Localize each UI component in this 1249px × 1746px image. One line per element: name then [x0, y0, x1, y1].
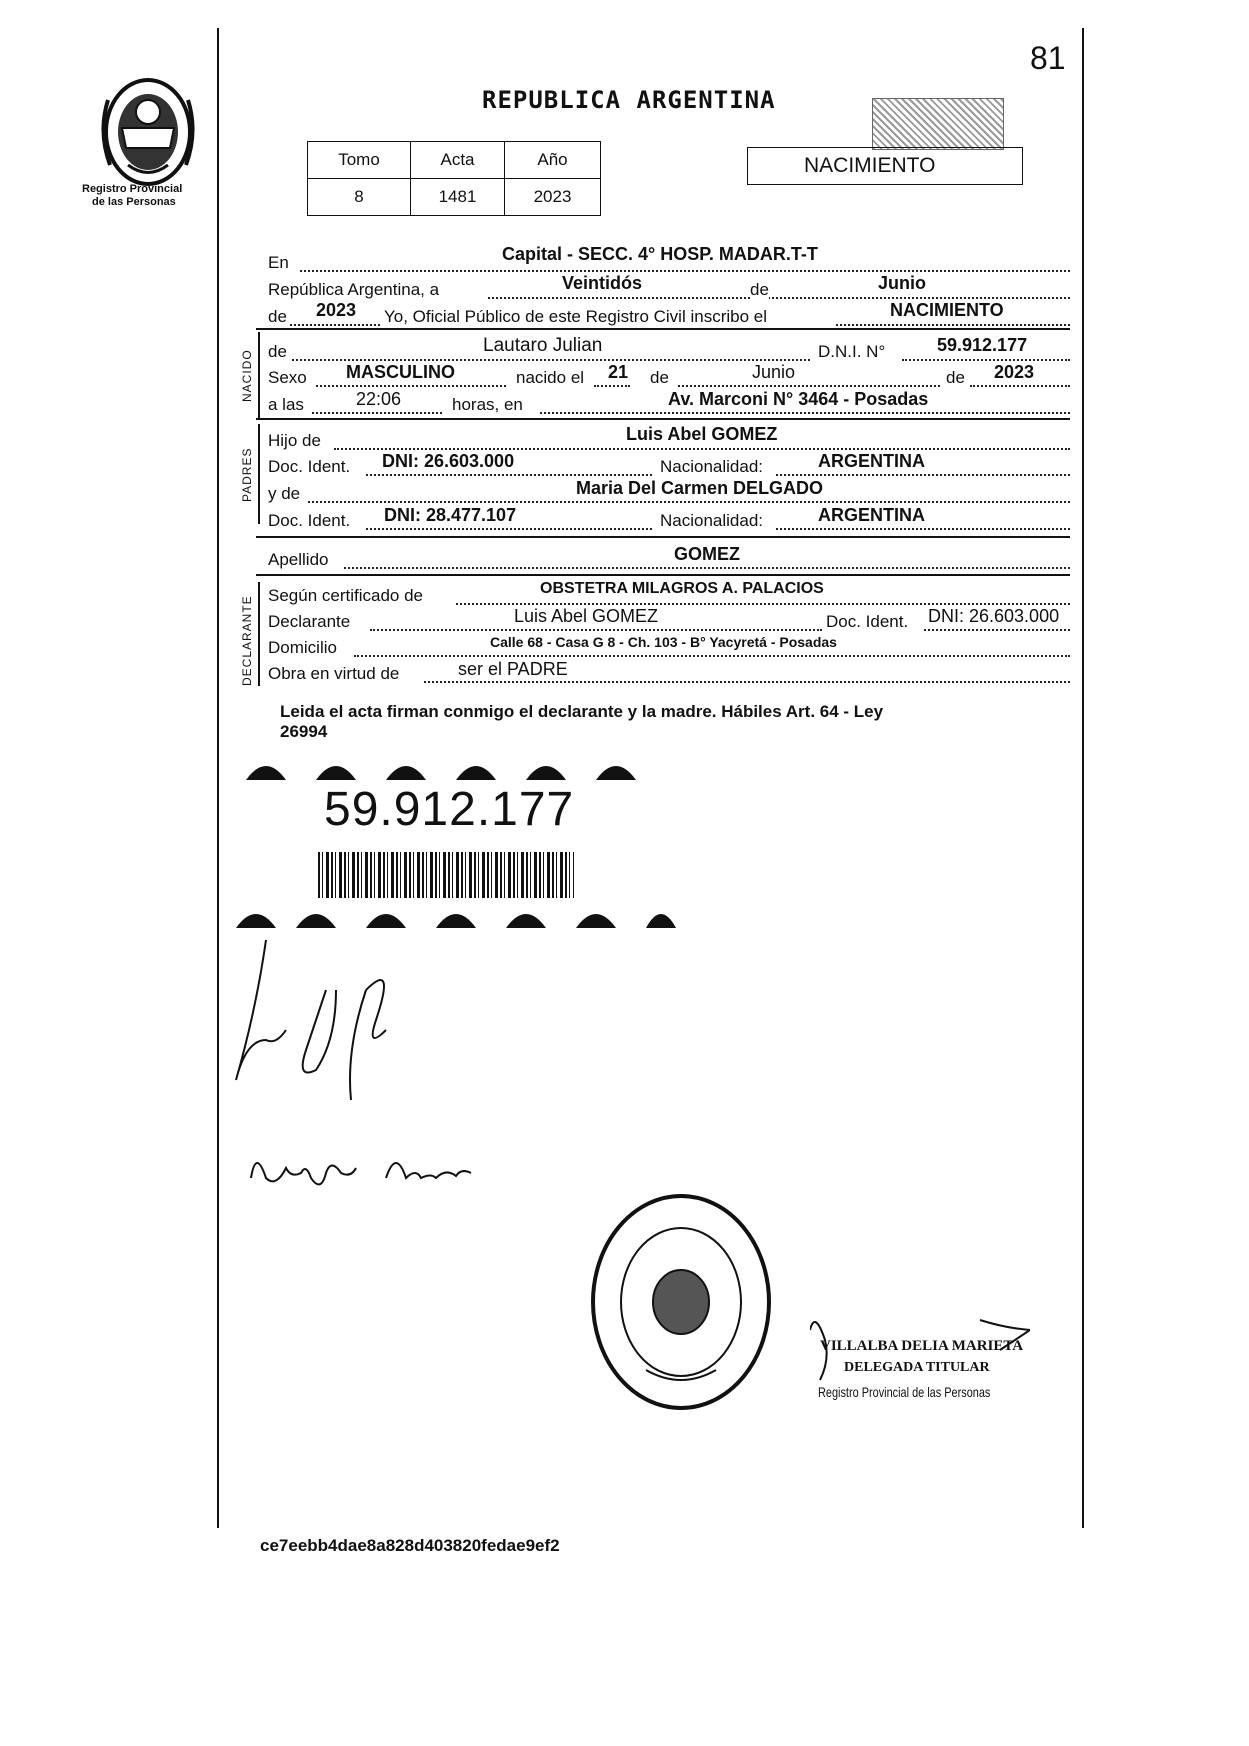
dotted-line [456, 603, 1070, 605]
month-value: Junio [878, 273, 926, 293]
birth-month-value: Junio [752, 362, 796, 382]
cert-label: Según certificado de [268, 586, 423, 605]
birth-day-value: 21 [608, 362, 629, 382]
oficial-text: Yo, Oficial Público de este Registro Civil inscribo el [384, 307, 767, 326]
dom-value: Calle 68 - Casa G 8 - Ch. 103 - B° Yacyretá - Posadas [490, 634, 837, 650]
mother-nac-value: ARGENTINA [818, 505, 925, 525]
dotted-line [334, 448, 1070, 450]
section-divider [256, 418, 1070, 420]
en-value: Capital - SECC. 4° HOSP. MADAR.T-T [502, 244, 818, 264]
child-name-value: Lautaro Julian [483, 335, 603, 356]
dotted-line [836, 324, 1070, 326]
decl-doc-label: Doc. Ident. [826, 612, 909, 631]
mother-doc-label: Doc. Ident. [268, 511, 351, 530]
father-nac-value: ARGENTINA [818, 451, 925, 471]
sexo-label: Sexo [268, 368, 307, 387]
father-value: Luis Abel GOMEZ [626, 424, 778, 444]
official-name: VILLALBA DELIA MARIETA [820, 1338, 1024, 1354]
security-pattern-bottom [236, 898, 682, 930]
left-margin-line [217, 28, 219, 1528]
dotted-line [594, 385, 630, 387]
hologram-stamp [872, 98, 1004, 150]
dotted-line [924, 629, 1070, 631]
mother-doc-value: DNI: 28.477.107 [384, 505, 517, 525]
section-bracket [258, 582, 260, 686]
yde-label: y de [268, 484, 301, 503]
mother-signature [246, 1138, 486, 1198]
dotted-line [970, 385, 1070, 387]
dotted-line [424, 681, 1070, 683]
birth-place-value: Av. Marconi N° 3464 - Posadas [668, 389, 929, 409]
dotted-line [344, 567, 1070, 569]
record-type: NACIMIENTO [804, 154, 936, 177]
barcode [318, 852, 574, 898]
header-acta: Acta [411, 142, 505, 179]
nacido-de-label-2: de [650, 368, 669, 387]
record-box [307, 141, 601, 216]
dotted-line [316, 385, 506, 387]
obra-label: Obra en virtud de [268, 664, 400, 683]
coat-of-arms-icon [88, 70, 208, 190]
dni-label: D.N.I. N° [818, 342, 886, 361]
birth-time-value: 22:06 [356, 389, 402, 409]
section-divider [256, 574, 1070, 576]
dni-value: 59.912.177 [937, 335, 1028, 355]
dom-label: Domicilio [268, 638, 337, 657]
section-bracket [258, 332, 260, 418]
cert-value: OBSTETRA MILAGROS A. PALACIOS [540, 580, 824, 597]
father-signature [226, 930, 446, 1120]
dotted-line [370, 629, 822, 631]
father-doc-value: DNI: 26.603.000 [382, 451, 515, 471]
dotted-line [540, 412, 1070, 414]
dotted-line [678, 385, 940, 387]
de-label: de [750, 280, 769, 299]
dotted-line [292, 359, 810, 361]
en-label: En [268, 253, 289, 272]
logo-caption-1: Registro Provincial [82, 183, 183, 195]
apellido-value: GOMEZ [674, 544, 740, 564]
father-nac-label: Nacionalidad: [660, 457, 764, 476]
obra-value: ser el PADRE [458, 659, 568, 679]
section-bracket [258, 424, 260, 524]
father-doc-label: Doc. Ident. [268, 457, 351, 476]
logo-caption-2: de las Personas [92, 196, 176, 208]
republica-label: República Argentina, a [268, 280, 440, 299]
nacido-el-label: nacido el [516, 368, 585, 387]
acta-value: 1481 [411, 179, 505, 216]
official-seal [586, 1190, 776, 1414]
dotted-line [290, 324, 380, 326]
mother-value: Maria Del Carmen DELGADO [576, 478, 824, 498]
inscribe-value: NACIMIENTO [890, 300, 1004, 320]
official-role: DELEGADA TITULAR [844, 1360, 990, 1375]
dotted-line [366, 528, 652, 530]
closing-text-1: Leida el acta firman conmigo el declarante y la madre. Hábiles Art. 64 - Ley [280, 702, 884, 721]
dotted-line [308, 501, 1070, 503]
stamp-number: 59.912.177 [324, 783, 575, 836]
dotted-line [312, 412, 442, 414]
decl-label: Declarante [268, 612, 351, 631]
decl-doc-value: DNI: 26.603.000 [928, 606, 1060, 626]
decl-value: Luis Abel GOMEZ [514, 606, 659, 626]
official-registry: Registro Provincial de las Personas [818, 1384, 991, 1400]
horas-label: horas, en [452, 395, 523, 414]
mother-nac-label: Nacionalidad: [660, 511, 764, 530]
nacido-de-label-3: de [946, 368, 965, 387]
padres-section-label: PADRES [240, 447, 254, 502]
hijo-label: Hijo de [268, 431, 321, 450]
nacido-section-label: NACIDO [240, 349, 254, 402]
document-hash: ce7eebb4dae8a828d403820fedae9ef2 [260, 1536, 560, 1555]
day-value: Veintidós [562, 273, 643, 293]
page-number: 81 [1030, 40, 1066, 76]
dotted-line [354, 655, 1070, 657]
birth-year-value: 2023 [994, 362, 1035, 382]
province-logo [88, 70, 208, 190]
dotted-line [902, 359, 1070, 361]
page-title: REPUBLICA ARGENTINA [482, 86, 776, 114]
section-divider [256, 536, 1070, 538]
year-value: 2023 [316, 300, 357, 320]
dotted-line [776, 474, 1070, 476]
nacido-de-label: de [268, 342, 287, 361]
sexo-value: MASCULINO [346, 362, 455, 382]
tomo-value: 8 [308, 179, 411, 216]
security-pattern-top [236, 752, 682, 782]
anio-value: 2023 [505, 179, 601, 216]
dotted-line [488, 297, 1070, 299]
closing-text-2: 26994 [280, 722, 328, 741]
dotted-line [776, 528, 1070, 530]
de2-label: de [268, 307, 287, 326]
section-divider [256, 328, 1070, 330]
declarante-section-label: DECLARANTE [240, 595, 254, 686]
record-type-box [747, 147, 1023, 185]
alas-label: a las [268, 395, 304, 414]
header-tomo: Tomo [308, 142, 411, 179]
dotted-line [366, 474, 652, 476]
right-margin-line [1082, 28, 1084, 1528]
dotted-line [300, 270, 1070, 272]
apellido-label: Apellido [268, 550, 329, 569]
header-anio: Año [505, 142, 601, 179]
